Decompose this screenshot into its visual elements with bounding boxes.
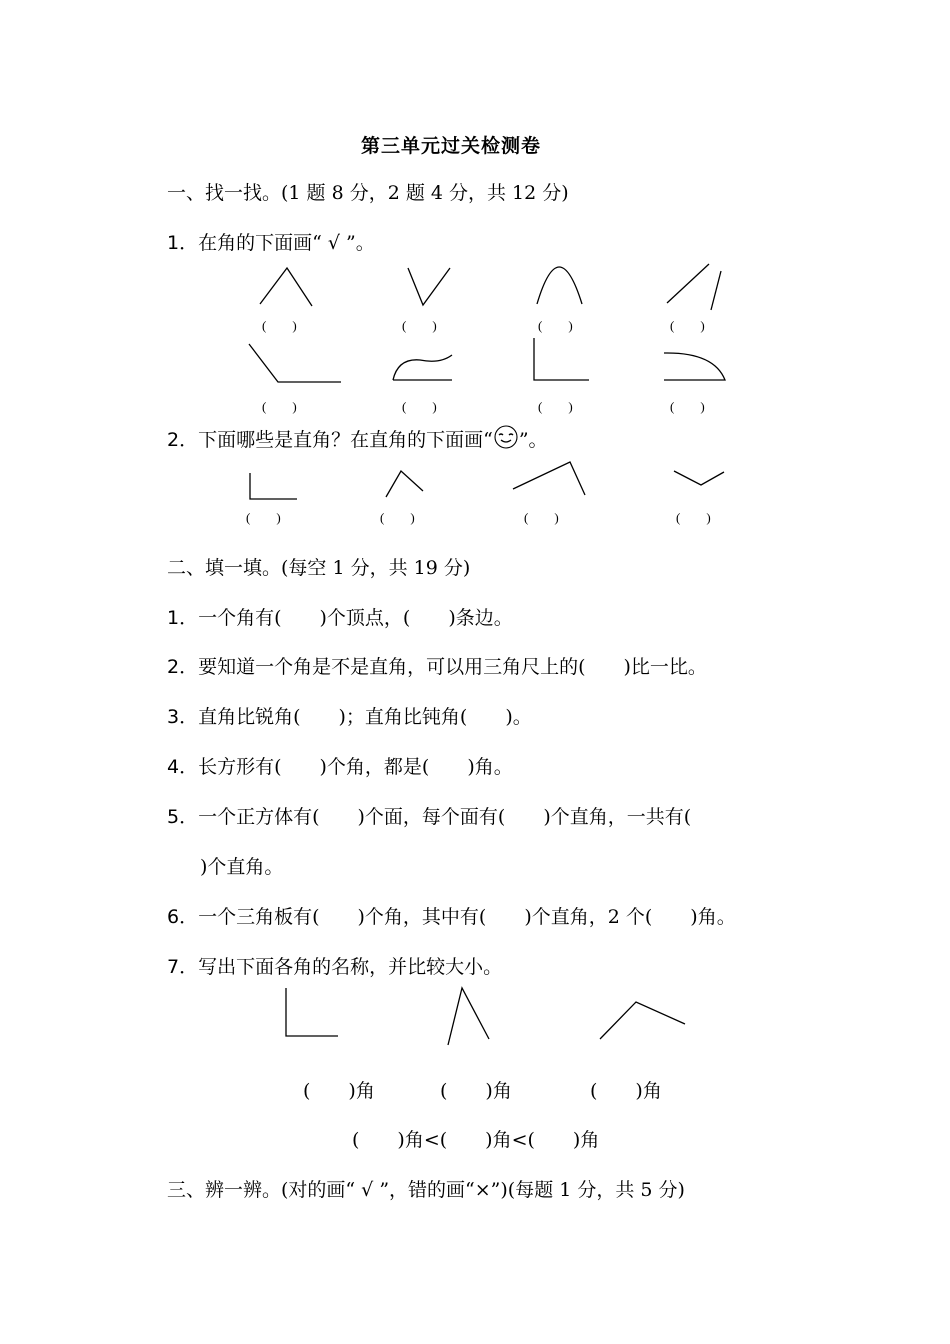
question-text: 一个正方体有( )个面，每个面有( )个直角，一共有( bbox=[198, 806, 692, 828]
figure-acute-angle bbox=[448, 988, 489, 1045]
answer-blank[interactable]: ( ) bbox=[380, 510, 415, 525]
section3-heading: 三、辨一辨。(对的画“ √ ”，错的画“×”)(每题 1 分，共 5 分) bbox=[167, 1179, 685, 1201]
question-text: 在角的下面画“ √ ”。 bbox=[198, 232, 375, 254]
answer-blank[interactable]: ( ) bbox=[262, 318, 297, 333]
answer-blank[interactable]: ( ) bbox=[262, 399, 297, 414]
question-text: 要知道一个角是不是直角，可以用三角尺上的( )比一比。 bbox=[198, 656, 707, 678]
answer-blank[interactable]: ( ) bbox=[676, 510, 711, 525]
answer-blank[interactable]: ( ) bbox=[246, 510, 281, 525]
question-text: 直角比锐角( )；直角比钝角( )。 bbox=[198, 706, 532, 728]
question-number: 5． bbox=[167, 806, 199, 828]
figure-right-angle bbox=[286, 988, 338, 1036]
question-text: )个直角。 bbox=[181, 856, 284, 878]
answer-blank[interactable]: ( ) bbox=[670, 399, 705, 414]
section2-heading: 二、填一填。(每空 1 分，共 19 分) bbox=[167, 557, 471, 579]
question-number: 2． bbox=[167, 429, 199, 451]
answer-blank[interactable]: ( ) bbox=[538, 318, 573, 333]
figure-obtuse-angle bbox=[600, 1002, 685, 1039]
q7-compare-blank[interactable]: ( )角<( )角<( )角 bbox=[352, 1129, 600, 1151]
question-number: 1． bbox=[167, 607, 199, 629]
question-number: 4． bbox=[167, 756, 199, 778]
section1-heading: 一、找一找。(1 题 8 分，2 题 4 分，共 12 分) bbox=[167, 182, 569, 204]
question-number: 6． bbox=[167, 906, 199, 928]
question-text: 一个三角板有( )个角，其中有( )个直角，2 个( )角。 bbox=[198, 906, 736, 928]
q7-name-blank[interactable]: ( )角 bbox=[303, 1080, 375, 1102]
answer-blank[interactable]: ( ) bbox=[538, 399, 573, 414]
question-text: 下面哪些是直角？在直角的下面画“ bbox=[198, 429, 493, 451]
question-text: 写出下面各角的名称，并比较大小。 bbox=[198, 956, 503, 978]
question-number: 1． bbox=[167, 232, 199, 254]
answer-blank[interactable]: ( ) bbox=[402, 318, 437, 333]
question-text-end: ”。 bbox=[518, 429, 548, 451]
answer-blank[interactable]: ( ) bbox=[402, 399, 437, 414]
answer-blank[interactable]: ( ) bbox=[670, 318, 705, 333]
question-number: 2． bbox=[167, 656, 199, 678]
question-number: 3． bbox=[167, 706, 199, 728]
question-text: 长方形有( )个角，都是( )角。 bbox=[198, 756, 513, 778]
q7-name-blank[interactable]: ( )角 bbox=[440, 1080, 512, 1102]
question-number: 7． bbox=[167, 956, 199, 978]
question-text: 一个角有( )个顶点，( )条边。 bbox=[198, 607, 513, 629]
answer-blank[interactable]: ( ) bbox=[524, 510, 559, 525]
q7-name-blank[interactable]: ( )角 bbox=[590, 1080, 662, 1102]
page-title: 第三单元过关检测卷 bbox=[361, 135, 542, 157]
